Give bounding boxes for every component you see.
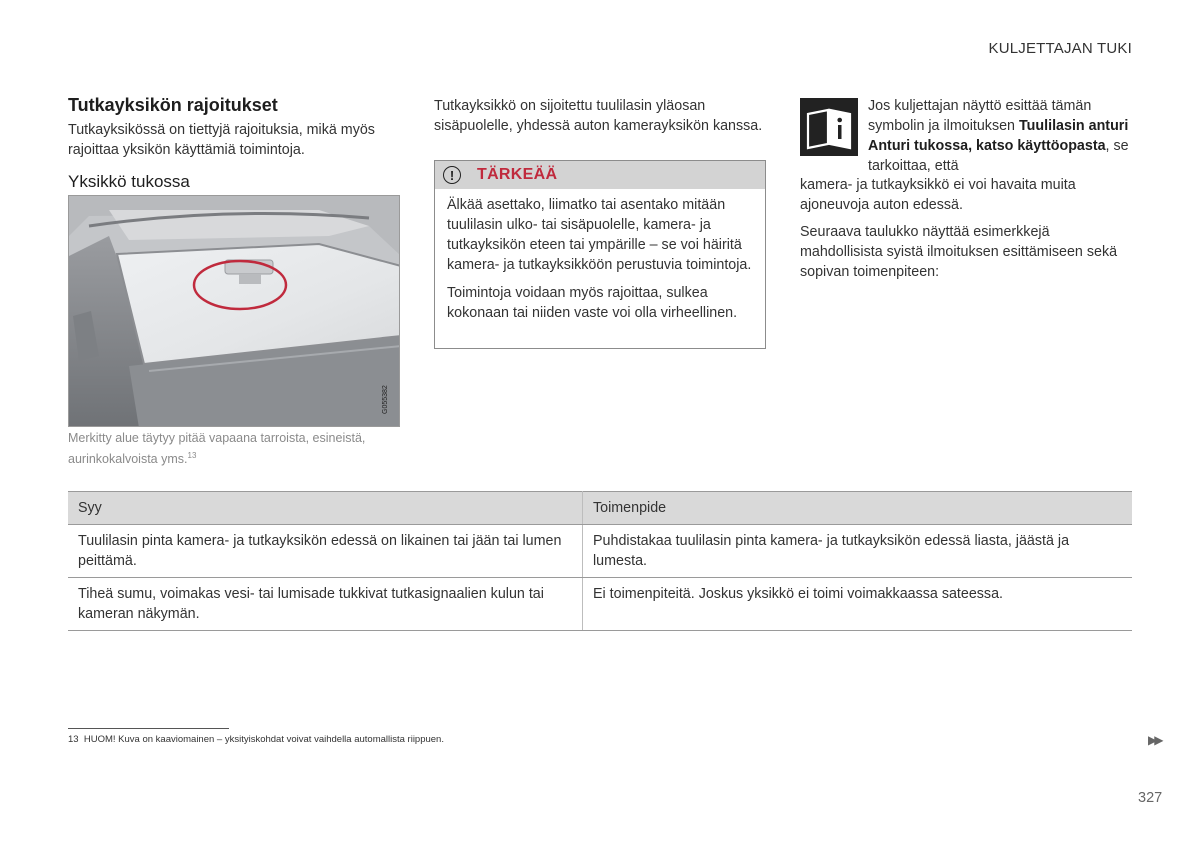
page-number: 327	[1138, 790, 1163, 806]
warning-title: TÄRKEÄÄ	[477, 166, 558, 183]
windshield-drawing	[69, 196, 400, 427]
subheading: Yksikkö tukossa	[68, 172, 190, 191]
symbol-text-end: , se tarkoittaa, että	[868, 138, 1129, 174]
action-cell: Ei toimenpiteitä. Joskus yksikkö ei toimi voimakkaassa sateessa.	[583, 578, 1133, 631]
caption-text: Merkitty alue täytyy pitää vapaana tarroista, esineistä, aurinkokalvoista yms.	[68, 431, 366, 467]
windshield-illustration	[68, 195, 400, 427]
table-row	[68, 578, 1132, 631]
cause-action-table	[68, 491, 1132, 631]
table-row	[68, 525, 1132, 578]
symbol-explanation	[868, 96, 1138, 176]
figure-caption	[68, 430, 398, 468]
section-heading: Tutkayksikön rajoitukset	[68, 95, 278, 115]
table-intro: Seuraava taulukko näyttää esimerkkejä mahdollisista syistä ilmoituksen esittämiseen sekä sopivan toimenpiteen:	[800, 224, 1118, 280]
warning-body	[435, 189, 765, 323]
exclamation-icon: !	[443, 166, 461, 184]
footnote-text: HUOM! Kuva on kaaviomainen – yksityiskohdat voivat vaihdella automallista riippuen.	[83, 734, 444, 745]
placement-text: Tutkayksikkö on sijoitettu tuulilasin yläosan sisäpuolelle, yhdessä auton kamerayksikön kanssa.	[434, 98, 763, 134]
symbol-explanation-cont: kamera- ja tutkayksikkö ei voi havaita muita ajoneuvoja auton edessä.	[800, 177, 1076, 213]
symbol-text: Jos kuljettajan näyttö esittää tämän symbolin ja ilmoituksen	[868, 98, 1092, 134]
warning-box	[434, 160, 766, 349]
footnote	[68, 734, 444, 745]
intro-text: Tutkayksikössä on tiettyjä rajoituksia, mikä myös rajoittaa yksikön käyttämiä toimintoja.	[68, 122, 375, 158]
column-header-cause: Syy	[68, 492, 583, 525]
continue-arrows-icon: ▶▶	[1148, 733, 1161, 747]
cause-cell: Tiheä sumu, voimakas vesi- tai lumisade tukkivat tutkasignaalien kulun tai kameran näkymän.	[68, 578, 583, 631]
footnote-ref[interactable]: 13	[187, 451, 197, 460]
section-header: KULJETTAJAN TUKI	[988, 40, 1132, 57]
column-header-action: Toimenpide	[583, 492, 1133, 525]
footnote-number: 13	[68, 734, 79, 745]
figure-code: G055382	[382, 385, 389, 414]
warning-paragraph: Älkää asettako, liimatko tai asentako mitään tuulilasin ulko- tai sisäpuolelle, kamera- ja tutkayksikön eteen tai ympärille – se voi häiritä kamera- ja tutkayksikköön perustuvia toimintoja.	[447, 197, 752, 273]
footnote-divider	[68, 728, 229, 729]
message-text: Tuulilasin anturi Anturi tukossa, katso käyttöopasta	[868, 118, 1129, 154]
action-cell: Puhdistakaa tuulilasin pinta kamera- ja tutkayksikön edessä liasta, jäästä ja lumesta.	[583, 525, 1133, 578]
warning-header	[435, 161, 765, 189]
cause-cell: Tuulilasin pinta kamera- ja tutkayksikön edessä on likainen tai jään tai lumen peittämä.	[68, 525, 583, 578]
manual-book-icon	[800, 98, 858, 156]
table-header-row	[68, 492, 1132, 525]
warning-paragraph: Toimintoja voidaan myös rajoittaa, sulkea kokonaan tai niiden vaste voi olla virheellinen.	[447, 285, 738, 321]
